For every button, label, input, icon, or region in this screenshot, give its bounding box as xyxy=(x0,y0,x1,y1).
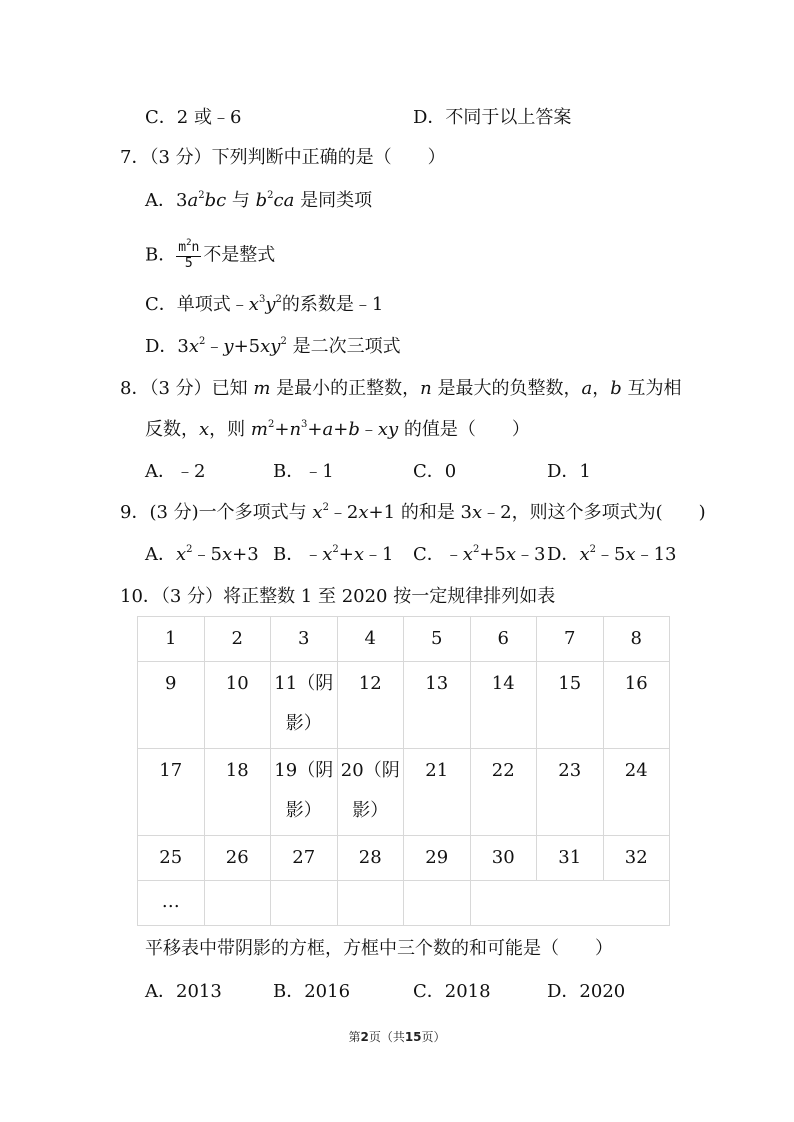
table-cell: 9 xyxy=(138,662,205,749)
q6-option-c: C．2 或﹣6 xyxy=(145,107,242,128)
table-cell xyxy=(337,881,404,926)
table-cell: 28 xyxy=(337,836,404,881)
q9-option-b: B．$﹣x^2+x﹣1$ xyxy=(273,544,394,565)
table-row xyxy=(138,662,670,749)
table-cell: 27 xyxy=(271,836,338,881)
q10-question: 平移表中带阴影的方框，方框中三个数的和可能是（ ） xyxy=(145,938,613,959)
table-cell: 24 xyxy=(603,749,670,836)
table-cell: 5 xyxy=(404,617,471,662)
fraction-m2n-over-5: $\frac{m^2n}{5}$ xyxy=(178,238,200,271)
q7-option-c: C．单项式$﹣x^3y^2$的系数是﹣1 xyxy=(145,294,384,315)
table-cell: 2 xyxy=(204,617,271,662)
table-cell: 25 xyxy=(138,836,205,881)
table-cell: 31 xyxy=(537,836,604,881)
q10-option-a: A．2013 xyxy=(145,981,222,1002)
table-cell: 7 xyxy=(537,617,604,662)
table-cell: 14 xyxy=(470,662,537,749)
q7-option-d: D．$3x^2﹣y+5xy^2$ 是二次三项式 xyxy=(145,336,401,357)
q8-option-b: B．﹣1 xyxy=(273,461,334,482)
table-cell: 12 xyxy=(337,662,404,749)
table-cell: 21 xyxy=(404,749,471,836)
shaded-cell-20: 20（阴 影） xyxy=(337,749,404,836)
table-cell: 23 xyxy=(537,749,604,836)
q7-option-a: A．$3a^2bc$ 与 $b^2ca$ 是同类项 xyxy=(145,190,373,211)
table-cell: 3 xyxy=(271,617,338,662)
total-pages: 15 xyxy=(404,1030,422,1044)
number-arrangement-table xyxy=(137,616,670,926)
table-cell: 15 xyxy=(537,662,604,749)
table-cell: 32 xyxy=(603,836,670,881)
q9-option-d: D．$x^2﹣5x﹣13$ xyxy=(547,544,677,565)
q8-stem-line2: 反数，x，则 $m^2+n^3+a+b﹣xy$ 的值是（ ） xyxy=(145,419,530,440)
table-row xyxy=(138,617,670,662)
table-row xyxy=(138,881,670,926)
ellipsis-cell: … xyxy=(138,881,205,926)
q8-option-c: C．0 xyxy=(413,461,457,482)
shaded-cell-11: 11（阴 影） xyxy=(271,662,338,749)
table-cell: 6 xyxy=(470,617,537,662)
table-cell xyxy=(271,881,338,926)
q9-option-c: C．$﹣x^2+5x﹣3$ xyxy=(413,544,546,565)
q8-stem-line1: 8．（3 分）已知 m 是最小的正整数，n 是最大的负整数，a，b 互为相 xyxy=(120,378,682,399)
page-footer: 第2页（共15页） xyxy=(348,1030,446,1044)
table-cell: 18 xyxy=(204,749,271,836)
table-cell: 17 xyxy=(138,749,205,836)
q9-stem: 9．(3 分)一个多项式与 $x^2﹣2x+1$ 的和是 3x﹣2，则这个多项式为( ) xyxy=(120,502,706,523)
q7-option-b: B． $\frac{m^2n}{5}$ 不是整式 xyxy=(145,238,276,271)
table-cell: 4 xyxy=(337,617,404,662)
q8-option-d: D．1 xyxy=(547,461,591,482)
q6-option-d: D．不同于以上答案 xyxy=(413,107,572,128)
page-number: 2 xyxy=(360,1030,369,1044)
table-cell: 29 xyxy=(404,836,471,881)
q7-stem: 7．（3 分）下列判断中正确的是（ ） xyxy=(120,147,446,168)
table-cell xyxy=(470,881,670,926)
table-cell: 26 xyxy=(204,836,271,881)
q10-option-b: B．2016 xyxy=(273,981,351,1002)
table-cell xyxy=(404,881,471,926)
table-cell: 16 xyxy=(603,662,670,749)
q8-option-a: A．﹣2 xyxy=(145,461,206,482)
shaded-cell-19: 19（阴 影） xyxy=(271,749,338,836)
table-cell: 13 xyxy=(404,662,471,749)
table-row xyxy=(138,749,670,836)
table-cell: 1 xyxy=(138,617,205,662)
table-cell xyxy=(204,881,271,926)
table-row xyxy=(138,836,670,881)
q10-stem: 10．（3 分）将正整数 1 至 2020 按一定规律排列如表 xyxy=(120,586,556,607)
table-cell: 8 xyxy=(603,617,670,662)
table-cell: 10 xyxy=(204,662,271,749)
q9-option-a: A．$x^2﹣5x+3$ xyxy=(145,544,259,565)
table-cell: 30 xyxy=(470,836,537,881)
table-cell: 22 xyxy=(470,749,537,836)
q10-option-d: D．2020 xyxy=(547,981,626,1002)
q10-option-c: C．2018 xyxy=(413,981,491,1002)
